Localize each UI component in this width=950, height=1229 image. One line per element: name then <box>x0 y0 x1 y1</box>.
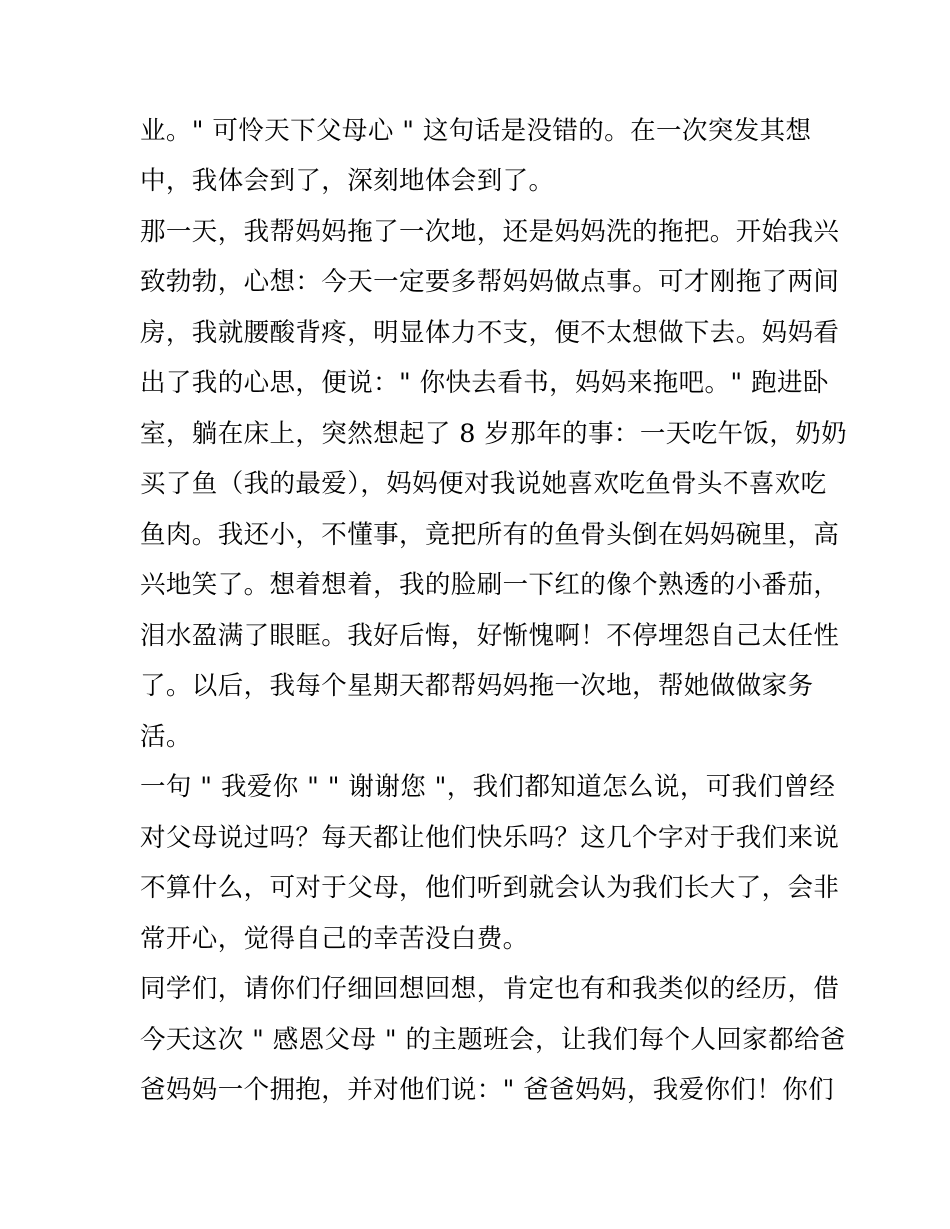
text-line: 泪水盈满了眼眶。我好后悔，好惭愧啊！不停埋怨自己太任性 <box>140 621 840 651</box>
text-line: 房，我就腰酸背疼，明显体力不支，便不太想做下去。妈妈看 <box>140 318 840 348</box>
text-line: 出了我的心思，便说：" 你快去看书，妈妈来拖吧。" 跑进卧 <box>140 368 829 398</box>
text-line: 了。以后，我每个星期天都帮妈妈拖一次地，帮她做做家务 <box>140 671 814 701</box>
text-line: 爸妈妈一个拥抱，并对他们说：" 爸爸妈妈，我爱你们！你们 <box>140 1075 835 1105</box>
text-line: 一句 " 我爱你 " " 谢谢您 "，我们都知道怎么说，可我们曾经 <box>140 772 836 802</box>
text-line: 室，躺在床上，突然想起了 8 岁那年的事：一天吃午饭，奶奶 <box>140 419 848 449</box>
text-line: 致勃勃，心想：今天一定要多帮妈妈做点事。可才刚拖了两间 <box>140 267 840 297</box>
text-line: 买了鱼（我的最爱），妈妈便对我说她喜欢吃鱼骨头不喜欢吃 <box>140 469 827 499</box>
text-line: 今天这次 " 感恩父母 " 的主题班会，让我们每个人回家都给爸 <box>140 1025 846 1055</box>
text-line: 活。 <box>140 722 192 752</box>
text-line: 对父母说过吗？每天都让他们快乐吗？这几个字对于我们来说 <box>140 823 840 853</box>
text-line: 鱼肉。我还小，不懂事，竟把所有的鱼骨头倒在妈妈碗里，高 <box>140 520 840 550</box>
text-line: 业。" 可怜天下父母心 " 这句话是没错的。在一次突发其想 <box>140 116 812 146</box>
text-line: 不算什么，可对于父母，他们听到就会认为我们长大了，会非 <box>140 873 840 903</box>
text-line: 中，我体会到了，深刻地体会到了。 <box>140 166 555 196</box>
text-line: 常开心，觉得自己的幸苦没白费。 <box>140 924 529 954</box>
text-line: 那一天，我帮妈妈拖了一次地，还是妈妈洗的拖把。开始我兴 <box>140 217 840 247</box>
text-line: 同学们，请你们仔细回想回想，肯定也有和我类似的经历，借 <box>140 974 840 1004</box>
text-line: 兴地笑了。想着想着，我的脸刷一下红的像个熟透的小番茄， <box>140 570 840 600</box>
